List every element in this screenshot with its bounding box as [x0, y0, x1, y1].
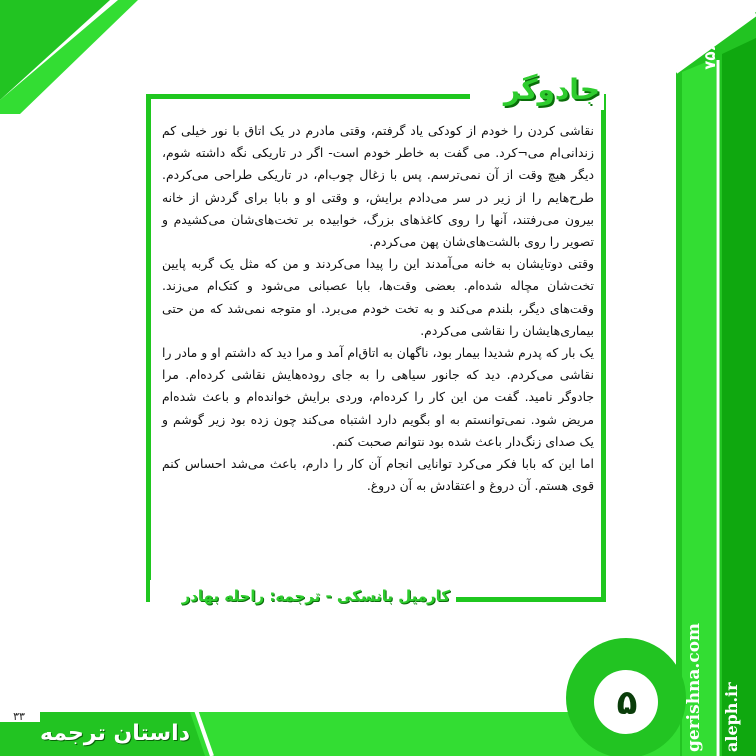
author-translator-byline: کارمیل بانسکی - ترجمه: راحله بهادر — [150, 580, 456, 612]
paragraph-3: یک بار که پدرم شدیدا بیمار بود، ناگهان به اتاق‌ام آمد و مرا دید که داشتم او و مادر را نقاشی می‌کردم. دید که جانور سیاهی را به جای روده‌هایش نقاشی کرده‌ام. مرا جادوگر نامید. گفت من این کار را کرده‌ام، وردی برایش خوانده‌ام و باعث شده‌ام مریض شود. نمی‌توانستم به او بگویم دارد اشتباه می‌کند چون زده بود زیر گوشم و یک صدای زنگ‌دار باعث شده بود نتوانم صحبت کنم. — [162, 345, 594, 449]
circle-number: ۵ — [616, 683, 638, 723]
paragraph-2: وقتی دوتایشان به خانه می‌آمدند این را پیدا می‌کردند و من که مثل یک گربه پایین تخت‌شان مچاله شده‌ام. بعضی وقت‌ها، بابا عصبانی می‌شود و کتک‌ام می‌زند. وقت‌های دیگر، بلندم می‌کند و به تخت خودم می‌برد. او متوجه نمی‌شد که من حتی بیماری‌هایشان را نقاشی می‌کردم. — [162, 256, 594, 338]
paragraph-4: اما این که بابا فکر می‌کرد توانایی انجام آن کار را دارم، باعث می‌شد احساس کنم قوی هستم. آن دروغ و اعتقادش به آن دروغ. — [162, 456, 594, 494]
story-body — [162, 120, 594, 497]
section-title: داستان ترجمه — [39, 721, 190, 746]
paragraph-1: نقاشی کردن را خودم از کودکی یاد گرفتم، وقتی مادرم در یک اتاق با نور خیلی کم زندانی‌ام می¬کرد. می گفت به خاطر خودم است- اگر در تاریکی نگه داشته شوم، دیگر هیچ وقت از آن نمی‌ترسم. پس با زغال چوب‌ام، در تاریکی طراحی می‌کردم. طرح‌هایم را از زیر در سر می‌دادم برایش، و وقتی او و بابا برای گردش از خانه بیرون می‌رفتند، آنها را روی کاغذهای بزرگ، خوابیده بر تخت‌های‌شان می‌کشیدم و تصویر را روی بالشت‌های‌شان پهن می‌کردم. — [162, 123, 594, 250]
side-url-gerishna: gerishna.com — [684, 622, 704, 752]
right-vertical-band-dark — [722, 38, 756, 756]
top-left-triangle — [0, 0, 110, 100]
side-url-aleph: aleph.ir — [722, 682, 741, 752]
page-number: ۷۵۶ — [701, 42, 719, 70]
footer-page-number: ۳۳ — [13, 710, 25, 723]
story-title: جادوگر — [470, 70, 604, 110]
